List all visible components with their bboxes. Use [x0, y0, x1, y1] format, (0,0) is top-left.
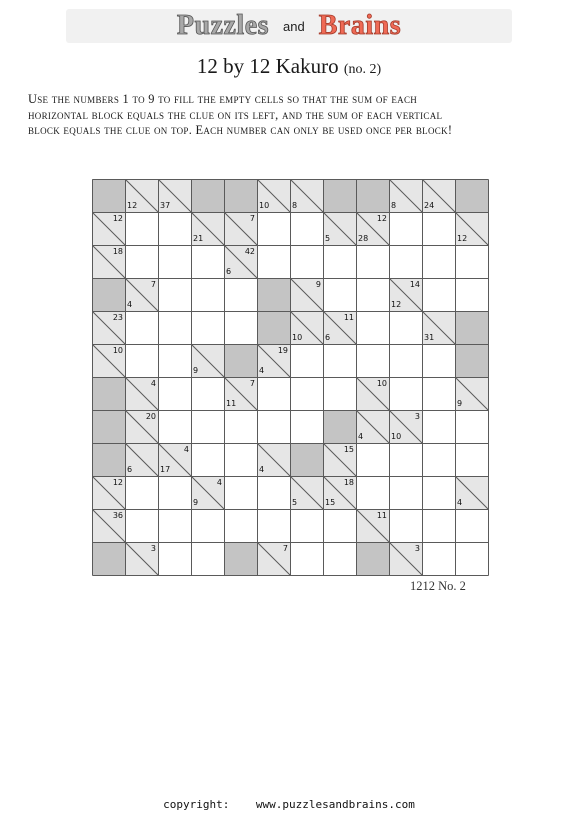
empty-cell[interactable] [224, 311, 257, 344]
clue-cell [356, 212, 389, 245]
clue-cell [290, 311, 323, 344]
blocked-cell [92, 179, 125, 212]
empty-cell[interactable] [224, 278, 257, 311]
empty-cell[interactable] [191, 377, 224, 410]
empty-cell[interactable] [191, 443, 224, 476]
empty-cell[interactable] [257, 476, 290, 509]
clue-cell [356, 509, 389, 542]
empty-cell[interactable] [191, 311, 224, 344]
blocked-cell [323, 410, 356, 443]
empty-cell[interactable] [455, 278, 488, 311]
clue-cell [224, 245, 257, 278]
clue-cell [422, 311, 455, 344]
across-clue: 4 [216, 478, 222, 487]
empty-cell[interactable] [422, 443, 455, 476]
down-clue: 4 [127, 300, 133, 309]
clue-cell [92, 476, 125, 509]
empty-cell[interactable] [389, 245, 422, 278]
empty-cell[interactable] [356, 278, 389, 311]
across-clue: 10 [112, 346, 123, 355]
down-clue: 4 [259, 366, 265, 375]
across-clue: 19 [277, 346, 288, 355]
empty-cell[interactable] [422, 377, 455, 410]
instruction-line: horizontal block equals the clue on its left, and the sum of each vertical [28, 107, 443, 122]
empty-cell[interactable] [257, 377, 290, 410]
empty-cell[interactable] [290, 245, 323, 278]
empty-cell[interactable] [323, 509, 356, 542]
empty-cell[interactable] [257, 509, 290, 542]
empty-cell[interactable] [125, 245, 158, 278]
across-clue: 12 [112, 478, 123, 487]
clue-cell [455, 476, 488, 509]
clue-cell [191, 212, 224, 245]
blocked-cell [224, 344, 257, 377]
empty-cell[interactable] [389, 311, 422, 344]
across-clue: 14 [409, 280, 420, 289]
across-clue: 23 [112, 313, 123, 322]
across-clue: 7 [249, 214, 255, 223]
instruction-line: Use the numbers 1 to 9 to fill the empty cells so that the sum of each [28, 92, 418, 106]
blocked-cell [191, 179, 224, 212]
across-clue: 7 [249, 379, 255, 388]
across-clue: 3 [150, 544, 156, 553]
across-clue: 3 [414, 412, 420, 421]
copyright-footer [0, 798, 578, 811]
empty-cell[interactable] [422, 410, 455, 443]
empty-cell[interactable] [422, 509, 455, 542]
down-clue: 9 [457, 399, 463, 408]
blocked-cell [92, 377, 125, 410]
empty-cell[interactable] [257, 410, 290, 443]
empty-cell[interactable] [125, 344, 158, 377]
clue-cell [92, 311, 125, 344]
empty-cell[interactable] [455, 443, 488, 476]
blocked-cell [257, 311, 290, 344]
clue-cell [422, 179, 455, 212]
empty-cell[interactable] [323, 377, 356, 410]
across-clue: 4 [183, 445, 189, 454]
empty-cell[interactable] [224, 476, 257, 509]
down-clue: 12 [127, 201, 138, 210]
clue-cell [158, 443, 191, 476]
empty-cell[interactable] [422, 344, 455, 377]
empty-cell[interactable] [455, 245, 488, 278]
clue-cell [455, 212, 488, 245]
empty-cell[interactable] [290, 509, 323, 542]
clue-cell [92, 245, 125, 278]
clue-cell [158, 179, 191, 212]
empty-cell[interactable] [125, 476, 158, 509]
across-clue: 4 [150, 379, 156, 388]
empty-cell[interactable] [224, 410, 257, 443]
empty-cell[interactable] [323, 344, 356, 377]
down-clue: 5 [292, 498, 298, 507]
clue-cell [356, 377, 389, 410]
blocked-cell [92, 542, 125, 575]
logo-wordmark [66, 9, 512, 43]
blocked-cell [92, 410, 125, 443]
clue-cell [323, 212, 356, 245]
down-clue: 12 [457, 234, 468, 243]
down-clue: 4 [358, 432, 364, 441]
empty-cell[interactable] [158, 278, 191, 311]
empty-cell[interactable] [356, 311, 389, 344]
down-clue: 28 [358, 234, 369, 243]
empty-cell[interactable] [191, 542, 224, 575]
blocked-cell [257, 278, 290, 311]
clue-cell [257, 344, 290, 377]
empty-cell[interactable] [158, 212, 191, 245]
across-clue: 9 [315, 280, 321, 289]
clue-cell [191, 476, 224, 509]
down-clue: 31 [424, 333, 435, 342]
blocked-cell [224, 179, 257, 212]
empty-cell[interactable] [158, 410, 191, 443]
logo-puzzles-text: Puzzles [176, 10, 270, 41]
blocked-cell [92, 443, 125, 476]
empty-cell[interactable] [356, 245, 389, 278]
empty-cell[interactable] [389, 377, 422, 410]
across-clue: 12 [112, 214, 123, 223]
blocked-cell [455, 344, 488, 377]
empty-cell[interactable] [158, 509, 191, 542]
down-clue: 9 [193, 498, 199, 507]
down-clue: 4 [259, 465, 265, 474]
down-clue: 24 [424, 201, 435, 210]
down-clue: 8 [391, 201, 397, 210]
down-clue: 9 [193, 366, 199, 375]
empty-cell[interactable] [389, 443, 422, 476]
down-clue: 5 [325, 234, 331, 243]
clue-cell [224, 212, 257, 245]
across-clue: 12 [376, 214, 387, 223]
empty-cell[interactable] [191, 410, 224, 443]
logo-brains-text: Brains [318, 10, 402, 41]
empty-cell[interactable] [224, 443, 257, 476]
empty-cell[interactable] [455, 509, 488, 542]
empty-cell[interactable] [191, 509, 224, 542]
empty-cell[interactable] [422, 476, 455, 509]
down-clue: 21 [193, 234, 204, 243]
empty-cell[interactable] [356, 443, 389, 476]
clue-cell [224, 377, 257, 410]
empty-cell[interactable] [158, 344, 191, 377]
clue-cell [125, 377, 158, 410]
blocked-cell [92, 278, 125, 311]
blocked-cell [455, 179, 488, 212]
site-url[interactable]: www.puzzlesandbrains.com [255, 798, 415, 811]
clue-cell [290, 476, 323, 509]
clue-cell [323, 476, 356, 509]
empty-cell[interactable] [125, 311, 158, 344]
down-clue: 10 [259, 201, 270, 210]
down-clue: 17 [160, 465, 171, 474]
puzzle-number: (no. 2) [343, 62, 382, 77]
instruction-line: block equals the clue on top. Each number can only be used once per block! [28, 123, 453, 137]
empty-cell[interactable] [224, 509, 257, 542]
empty-cell[interactable] [389, 476, 422, 509]
clue-cell [125, 278, 158, 311]
empty-cell[interactable] [389, 509, 422, 542]
across-clue: 15 [343, 445, 354, 454]
clue-cell [323, 311, 356, 344]
empty-cell[interactable] [257, 212, 290, 245]
empty-cell[interactable] [422, 212, 455, 245]
empty-cell[interactable] [290, 212, 323, 245]
down-clue: 37 [160, 201, 171, 210]
clue-cell [389, 179, 422, 212]
across-clue: 7 [282, 544, 288, 553]
puzzle-title: 12 by 12 Kakuro [196, 54, 339, 78]
clue-cell [290, 179, 323, 212]
clue-cell [389, 410, 422, 443]
clue-cell [290, 278, 323, 311]
puzzle-id: 1212 No. 2 [410, 579, 466, 593]
clue-cell [389, 278, 422, 311]
clue-cell [257, 443, 290, 476]
copyright-label: copyright: [163, 798, 230, 811]
clue-cell [455, 377, 488, 410]
blocked-cell [290, 443, 323, 476]
empty-cell[interactable] [290, 377, 323, 410]
across-clue: 20 [145, 412, 156, 421]
across-clue: 42 [244, 247, 255, 256]
empty-cell[interactable] [290, 410, 323, 443]
across-clue: 10 [376, 379, 387, 388]
down-clue: 10 [391, 432, 402, 441]
clue-cell [356, 410, 389, 443]
clue-cell [125, 179, 158, 212]
clue-cell [257, 542, 290, 575]
clue-cell [191, 344, 224, 377]
blocked-cell [356, 179, 389, 212]
clue-cell [389, 542, 422, 575]
empty-cell[interactable] [323, 278, 356, 311]
site-logo [66, 9, 512, 43]
empty-cell[interactable] [455, 410, 488, 443]
empty-cell[interactable] [158, 476, 191, 509]
across-clue: 7 [150, 280, 156, 289]
across-clue: 18 [112, 247, 123, 256]
empty-cell[interactable] [158, 377, 191, 410]
empty-cell[interactable] [191, 278, 224, 311]
clue-cell [125, 410, 158, 443]
across-clue: 3 [414, 544, 420, 553]
down-clue: 8 [292, 201, 298, 210]
instructions [28, 92, 558, 139]
down-clue: 6 [127, 465, 133, 474]
kakuro-grid [92, 179, 488, 575]
empty-cell[interactable] [191, 245, 224, 278]
empty-cell[interactable] [422, 245, 455, 278]
across-clue: 11 [376, 511, 387, 520]
empty-cell[interactable] [422, 542, 455, 575]
down-clue: 6 [226, 267, 232, 276]
page-title [0, 54, 578, 79]
across-clue: 11 [343, 313, 354, 322]
clue-cell [92, 344, 125, 377]
clue-cell [125, 542, 158, 575]
down-clue: 4 [457, 498, 463, 507]
empty-cell[interactable] [290, 344, 323, 377]
empty-cell[interactable] [389, 212, 422, 245]
down-clue: 11 [226, 399, 237, 408]
empty-cell[interactable] [158, 542, 191, 575]
empty-cell[interactable] [422, 278, 455, 311]
empty-cell[interactable] [389, 344, 422, 377]
across-clue: 36 [112, 511, 123, 520]
clue-cell [125, 443, 158, 476]
down-clue: 6 [325, 333, 331, 342]
down-clue: 12 [391, 300, 402, 309]
empty-cell[interactable] [323, 542, 356, 575]
blocked-cell [224, 542, 257, 575]
empty-cell[interactable] [158, 245, 191, 278]
empty-cell[interactable] [455, 542, 488, 575]
blocked-cell [455, 311, 488, 344]
empty-cell[interactable] [125, 509, 158, 542]
empty-cell[interactable] [356, 344, 389, 377]
clue-cell [92, 212, 125, 245]
clue-cell [323, 443, 356, 476]
logo-and-text: and [283, 18, 305, 34]
clue-cell [257, 179, 290, 212]
empty-cell[interactable] [257, 245, 290, 278]
empty-cell[interactable] [356, 476, 389, 509]
empty-cell[interactable] [125, 212, 158, 245]
blocked-cell [323, 179, 356, 212]
clue-cell [92, 509, 125, 542]
empty-cell[interactable] [323, 245, 356, 278]
across-clue: 18 [343, 478, 354, 487]
down-clue: 15 [325, 498, 336, 507]
blocked-cell [356, 542, 389, 575]
empty-cell[interactable] [290, 542, 323, 575]
down-clue: 10 [292, 333, 303, 342]
empty-cell[interactable] [158, 311, 191, 344]
